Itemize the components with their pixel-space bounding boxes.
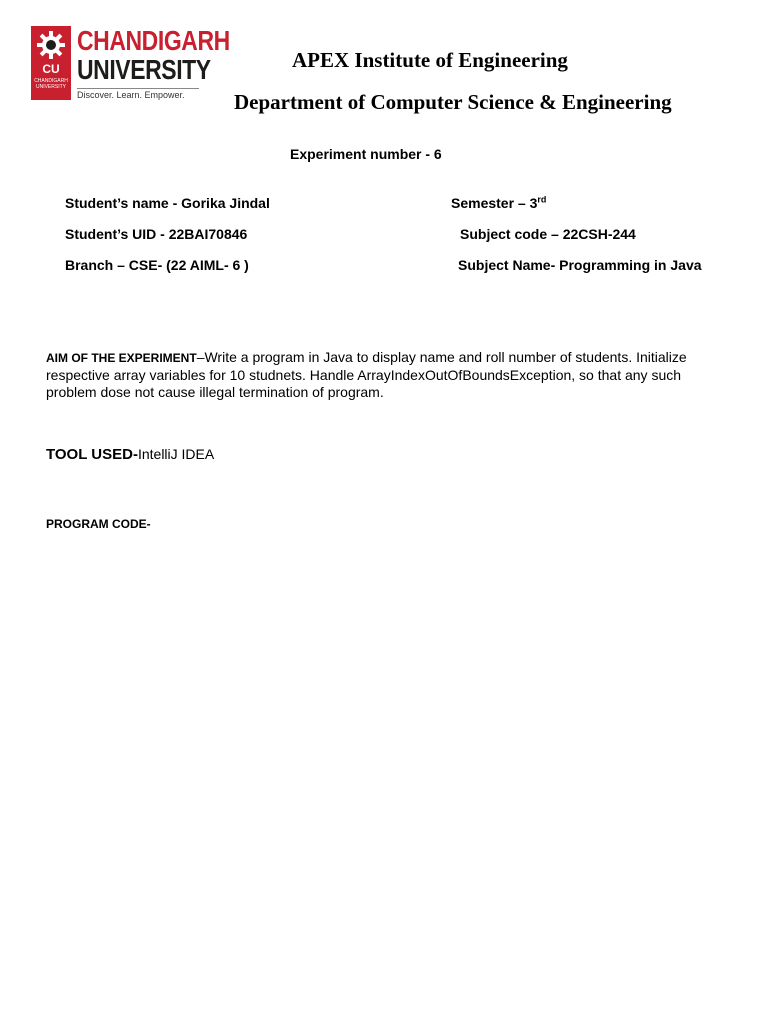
tool-used <box>46 446 214 463</box>
logo-tagline: Discover. Learn. Empower. <box>77 90 185 100</box>
logo-badge <box>31 26 71 100</box>
logo-name-line1: CHANDIGARH <box>77 25 230 56</box>
logo-badge-text: CU <box>42 62 60 76</box>
semester-suffix: rd <box>537 194 547 205</box>
subject-code: Subject code – 22CSH-244 <box>460 226 636 242</box>
semester-text: Semester – 3 <box>451 195 538 211</box>
aim-label: AIM OF THE EXPERIMENT <box>46 351 197 365</box>
institute-title: APEX Institute of Engineering <box>292 48 568 72</box>
program-code-label: PROGRAM CODE- <box>46 517 151 531</box>
gear-icon <box>36 30 66 60</box>
experiment-number: Experiment number - 6 <box>290 146 442 162</box>
subject-name: Subject Name- Programming in Java <box>458 257 702 273</box>
aim-text: –Write a program in Java to display name and roll number of students. Initialize respective array variables for 10 studnets. Handle ArrayIndexOutOfBoundsException, so that any such problem dose not cause illegal termination of program. <box>46 349 687 400</box>
tool-value: IntelliJ IDEA <box>137 446 215 462</box>
student-name: Student’s name - Gorika Jindal <box>65 195 270 211</box>
semester <box>451 195 546 211</box>
department-title: Department of Computer Science & Engineering <box>234 90 672 114</box>
logo-name-line2: UNIVERSITY <box>77 54 211 85</box>
university-logo <box>31 25 230 104</box>
student-uid: Student’s UID - 22BAI70846 <box>65 226 248 242</box>
aim-paragraph <box>46 349 726 401</box>
student-branch: Branch – CSE- (22 AIML- 6 ) <box>65 257 249 273</box>
logo-badge-caption: CHANDIGARH UNIVERSITY <box>34 78 68 90</box>
tool-label: TOOL USED- <box>46 446 138 463</box>
logo-divider <box>77 88 199 89</box>
